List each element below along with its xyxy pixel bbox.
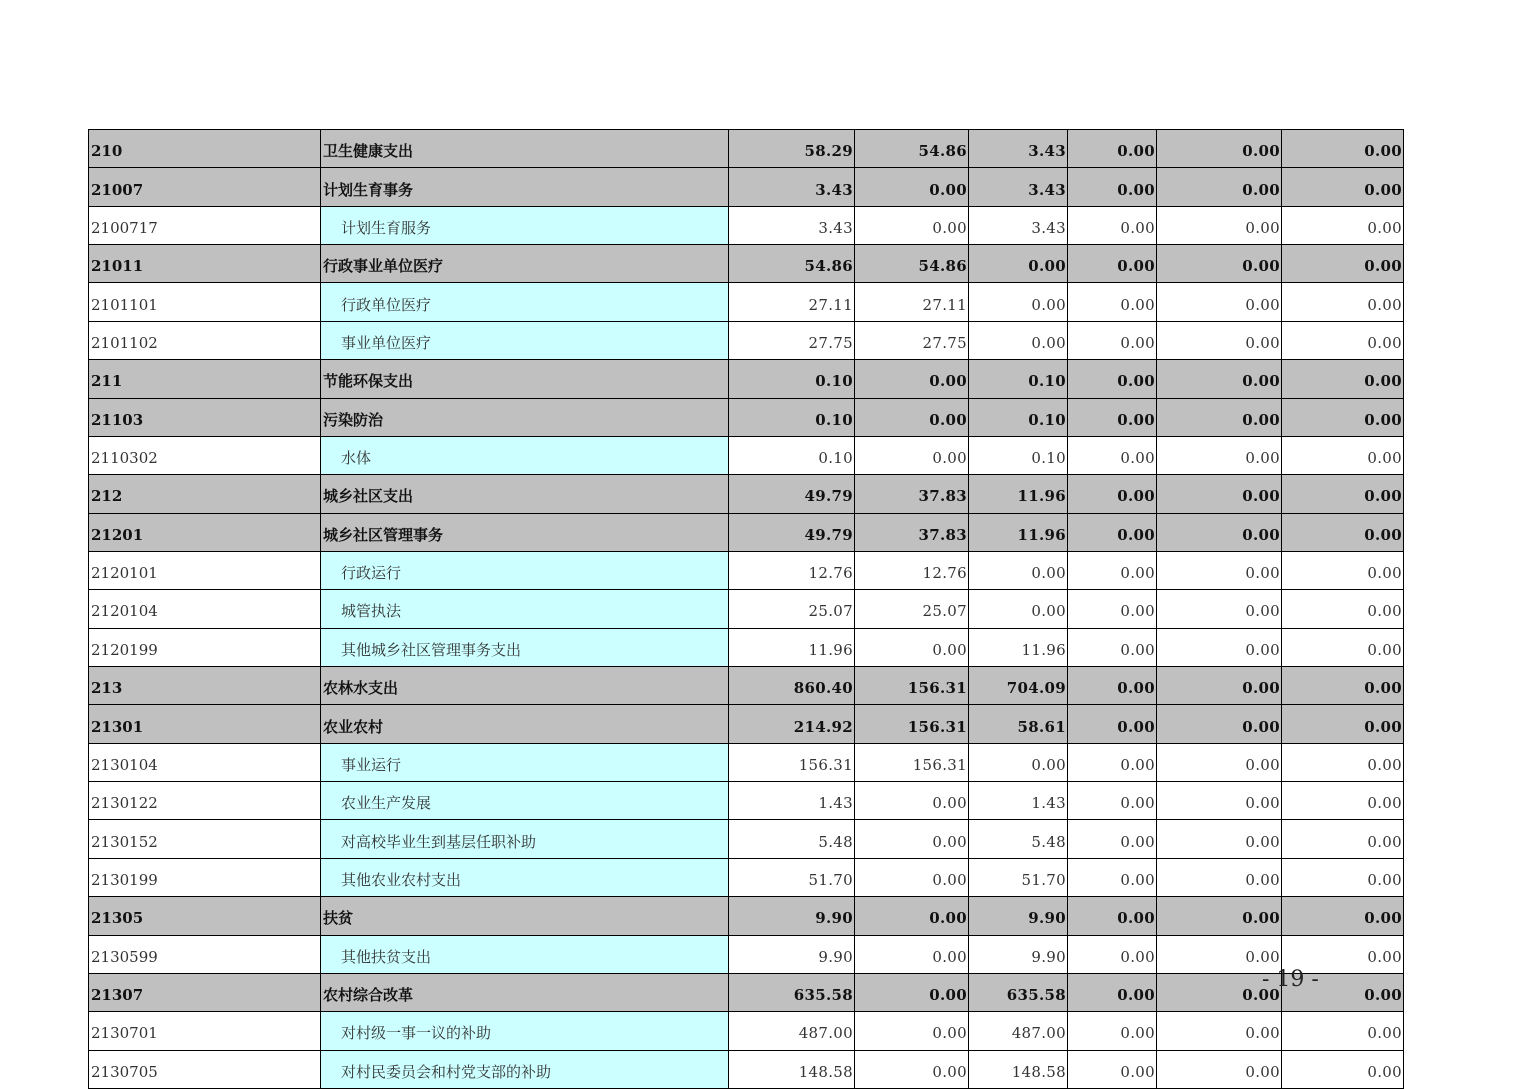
function-code-cell: 2100717 (89, 206, 321, 244)
table-row (89, 1050, 1404, 1088)
basic-expenditure-cell: 54.86 (855, 245, 969, 283)
project-expenditure-cell: 58.61 (969, 705, 1068, 743)
project-expenditure-cell: 704.09 (969, 667, 1068, 705)
basic-expenditure-cell: 37.83 (855, 475, 969, 513)
amount-column-5-cell: 0.00 (1157, 935, 1282, 973)
basic-expenditure-cell: 156.31 (855, 743, 969, 781)
table-row-subtotal (89, 130, 1404, 168)
project-expenditure-cell: 9.90 (969, 935, 1068, 973)
function-name-cell: 节能环保支出 (321, 360, 729, 398)
amount-column-5-cell: 0.00 (1157, 1012, 1282, 1050)
table-row (89, 283, 1404, 321)
amount-column-4-cell: 0.00 (1068, 206, 1157, 244)
total-amount-cell: 25.07 (729, 590, 855, 628)
table-row-subtotal (89, 705, 1404, 743)
project-expenditure-cell: 9.90 (969, 897, 1068, 935)
amount-column-6-cell: 0.00 (1282, 935, 1404, 973)
amount-column-5-cell: 0.00 (1157, 1050, 1282, 1088)
amount-column-4-cell: 0.00 (1068, 973, 1157, 1011)
total-amount-cell: 58.29 (729, 130, 855, 168)
table-row (89, 820, 1404, 858)
amount-column-6-cell: 0.00 (1282, 321, 1404, 359)
basic-expenditure-cell: 27.11 (855, 283, 969, 321)
amount-column-4-cell: 0.00 (1068, 667, 1157, 705)
amount-column-5-cell: 0.00 (1157, 245, 1282, 283)
amount-column-6-cell: 0.00 (1282, 820, 1404, 858)
function-name-cell: 城乡社区管理事务 (321, 513, 729, 551)
amount-column-4-cell: 0.00 (1068, 398, 1157, 436)
amount-column-4-cell: 0.00 (1068, 590, 1157, 628)
amount-column-4-cell: 0.00 (1068, 935, 1157, 973)
project-expenditure-cell: 0.00 (969, 551, 1068, 589)
function-code-cell: 2130701 (89, 1012, 321, 1050)
function-code-cell: 2101101 (89, 283, 321, 321)
total-amount-cell: 51.70 (729, 858, 855, 896)
table-row-subtotal (89, 513, 1404, 551)
total-amount-cell: 3.43 (729, 206, 855, 244)
project-expenditure-cell: 11.96 (969, 513, 1068, 551)
amount-column-5-cell: 0.00 (1157, 858, 1282, 896)
total-amount-cell: 9.90 (729, 897, 855, 935)
function-code-cell: 21307 (89, 973, 321, 1011)
amount-column-6-cell: 0.00 (1282, 743, 1404, 781)
function-code-cell: 2120101 (89, 551, 321, 589)
project-expenditure-cell: 3.43 (969, 130, 1068, 168)
amount-column-4-cell: 0.00 (1068, 245, 1157, 283)
amount-column-6-cell: 0.00 (1282, 628, 1404, 666)
project-expenditure-cell: 3.43 (969, 168, 1068, 206)
basic-expenditure-cell: 0.00 (855, 858, 969, 896)
amount-column-6-cell: 0.00 (1282, 283, 1404, 321)
total-amount-cell: 3.43 (729, 168, 855, 206)
amount-column-4-cell: 0.00 (1068, 436, 1157, 474)
total-amount-cell: 27.75 (729, 321, 855, 359)
total-amount-cell: 148.58 (729, 1050, 855, 1088)
function-code-cell: 2120104 (89, 590, 321, 628)
total-amount-cell: 54.86 (729, 245, 855, 283)
table-row (89, 1012, 1404, 1050)
function-name-cell: 对村民委员会和村党支部的补助 (321, 1050, 729, 1088)
amount-column-4-cell: 0.00 (1068, 1012, 1157, 1050)
function-name-cell: 事业运行 (321, 743, 729, 781)
project-expenditure-cell: 148.58 (969, 1050, 1068, 1088)
basic-expenditure-cell: 27.75 (855, 321, 969, 359)
function-code-cell: 213 (89, 667, 321, 705)
amount-column-6-cell: 0.00 (1282, 206, 1404, 244)
amount-column-5-cell: 0.00 (1157, 436, 1282, 474)
table-row (89, 436, 1404, 474)
amount-column-5-cell: 0.00 (1157, 897, 1282, 935)
function-name-cell: 计划生育服务 (321, 206, 729, 244)
project-expenditure-cell: 0.00 (969, 743, 1068, 781)
function-name-cell: 农业农村 (321, 705, 729, 743)
function-code-cell: 21201 (89, 513, 321, 551)
project-expenditure-cell: 5.48 (969, 820, 1068, 858)
function-name-cell: 城管执法 (321, 590, 729, 628)
basic-expenditure-cell: 12.76 (855, 551, 969, 589)
basic-expenditure-cell: 0.00 (855, 782, 969, 820)
project-expenditure-cell: 11.96 (969, 628, 1068, 666)
amount-column-5-cell: 0.00 (1157, 590, 1282, 628)
table-row (89, 782, 1404, 820)
basic-expenditure-cell: 0.00 (855, 398, 969, 436)
basic-expenditure-cell: 0.00 (855, 360, 969, 398)
total-amount-cell: 214.92 (729, 705, 855, 743)
amount-column-6-cell: 0.00 (1282, 590, 1404, 628)
project-expenditure-cell: 635.58 (969, 973, 1068, 1011)
function-code-cell: 2110302 (89, 436, 321, 474)
table-row (89, 743, 1404, 781)
function-name-cell: 其他农业农村支出 (321, 858, 729, 896)
amount-column-4-cell: 0.00 (1068, 130, 1157, 168)
amount-column-5-cell: 0.00 (1157, 973, 1282, 1011)
function-name-cell: 行政运行 (321, 551, 729, 589)
function-code-cell: 2130199 (89, 858, 321, 896)
amount-column-5-cell: 0.00 (1157, 360, 1282, 398)
amount-column-6-cell: 0.00 (1282, 782, 1404, 820)
function-name-cell: 对高校毕业生到基层任职补助 (321, 820, 729, 858)
basic-expenditure-cell: 37.83 (855, 513, 969, 551)
project-expenditure-cell: 0.00 (969, 283, 1068, 321)
project-expenditure-cell: 0.00 (969, 321, 1068, 359)
amount-column-4-cell: 0.00 (1068, 858, 1157, 896)
amount-column-6-cell: 0.00 (1282, 1050, 1404, 1088)
amount-column-4-cell: 0.00 (1068, 705, 1157, 743)
project-expenditure-cell: 3.43 (969, 206, 1068, 244)
table-row (89, 858, 1404, 896)
basic-expenditure-cell: 0.00 (855, 628, 969, 666)
basic-expenditure-cell: 0.00 (855, 973, 969, 1011)
function-code-cell: 2120199 (89, 628, 321, 666)
basic-expenditure-cell: 156.31 (855, 667, 969, 705)
function-code-cell: 21007 (89, 168, 321, 206)
total-amount-cell: 1.43 (729, 782, 855, 820)
table-row-subtotal (89, 667, 1404, 705)
amount-column-6-cell: 0.00 (1282, 897, 1404, 935)
amount-column-5-cell: 0.00 (1157, 398, 1282, 436)
function-code-cell: 2130152 (89, 820, 321, 858)
project-expenditure-cell: 11.96 (969, 475, 1068, 513)
table-row (89, 321, 1404, 359)
table-row (89, 206, 1404, 244)
amount-column-4-cell: 0.00 (1068, 513, 1157, 551)
page-number: - 19 - (1262, 967, 1319, 992)
amount-column-4-cell: 0.00 (1068, 1050, 1157, 1088)
amount-column-4-cell: 0.00 (1068, 820, 1157, 858)
amount-column-4-cell: 0.00 (1068, 475, 1157, 513)
basic-expenditure-cell: 0.00 (855, 897, 969, 935)
amount-column-6-cell: 0.00 (1282, 858, 1404, 896)
basic-expenditure-cell: 0.00 (855, 206, 969, 244)
total-amount-cell: 487.00 (729, 1012, 855, 1050)
project-expenditure-cell: 0.00 (969, 245, 1068, 283)
amount-column-5-cell: 0.00 (1157, 475, 1282, 513)
table-row-subtotal (89, 245, 1404, 283)
total-amount-cell: 5.48 (729, 820, 855, 858)
basic-expenditure-cell: 0.00 (855, 820, 969, 858)
total-amount-cell: 11.96 (729, 628, 855, 666)
amount-column-6-cell: 0.00 (1282, 475, 1404, 513)
amount-column-5-cell: 0.00 (1157, 628, 1282, 666)
table-row-subtotal (89, 168, 1404, 206)
function-code-cell: 212 (89, 475, 321, 513)
table-row-subtotal (89, 973, 1404, 1011)
project-expenditure-cell: 0.10 (969, 398, 1068, 436)
basic-expenditure-cell: 0.00 (855, 1050, 969, 1088)
amount-column-6-cell: 0.00 (1282, 513, 1404, 551)
function-code-cell: 21305 (89, 897, 321, 935)
table-row-subtotal (89, 475, 1404, 513)
amount-column-5-cell: 0.00 (1157, 130, 1282, 168)
total-amount-cell: 49.79 (729, 475, 855, 513)
amount-column-5-cell: 0.00 (1157, 782, 1282, 820)
function-code-cell: 21301 (89, 705, 321, 743)
amount-column-4-cell: 0.00 (1068, 628, 1157, 666)
total-amount-cell: 12.76 (729, 551, 855, 589)
project-expenditure-cell: 0.10 (969, 436, 1068, 474)
amount-column-5-cell: 0.00 (1157, 513, 1282, 551)
basic-expenditure-cell: 0.00 (855, 168, 969, 206)
budget-expenditure-table (88, 129, 1404, 1089)
amount-column-6-cell: 0.00 (1282, 436, 1404, 474)
amount-column-4-cell: 0.00 (1068, 551, 1157, 589)
amount-column-6-cell: 0.00 (1282, 130, 1404, 168)
project-expenditure-cell: 0.10 (969, 360, 1068, 398)
function-name-cell: 其他扶贫支出 (321, 935, 729, 973)
total-amount-cell: 156.31 (729, 743, 855, 781)
table-row (89, 551, 1404, 589)
amount-column-6-cell: 0.00 (1282, 168, 1404, 206)
amount-column-4-cell: 0.00 (1068, 743, 1157, 781)
amount-column-6-cell: 0.00 (1282, 398, 1404, 436)
amount-column-5-cell: 0.00 (1157, 743, 1282, 781)
basic-expenditure-cell: 54.86 (855, 130, 969, 168)
function-name-cell: 农业生产发展 (321, 782, 729, 820)
amount-column-5-cell: 0.00 (1157, 321, 1282, 359)
table-row-subtotal (89, 360, 1404, 398)
table-row (89, 628, 1404, 666)
total-amount-cell: 27.11 (729, 283, 855, 321)
table-row-subtotal (89, 897, 1404, 935)
amount-column-4-cell: 0.00 (1068, 321, 1157, 359)
function-code-cell: 211 (89, 360, 321, 398)
function-code-cell: 2101102 (89, 321, 321, 359)
amount-column-5-cell: 0.00 (1157, 551, 1282, 589)
function-name-cell: 城乡社区支出 (321, 475, 729, 513)
total-amount-cell: 0.10 (729, 398, 855, 436)
project-expenditure-cell: 0.00 (969, 590, 1068, 628)
basic-expenditure-cell: 25.07 (855, 590, 969, 628)
amount-column-4-cell: 0.00 (1068, 360, 1157, 398)
table-row (89, 935, 1404, 973)
function-name-cell: 卫生健康支出 (321, 130, 729, 168)
project-expenditure-cell: 487.00 (969, 1012, 1068, 1050)
function-name-cell: 农林水支出 (321, 667, 729, 705)
function-code-cell: 21011 (89, 245, 321, 283)
amount-column-6-cell: 0.00 (1282, 360, 1404, 398)
total-amount-cell: 860.40 (729, 667, 855, 705)
amount-column-6-cell: 0.00 (1282, 551, 1404, 589)
basic-expenditure-cell: 0.00 (855, 935, 969, 973)
function-name-cell: 计划生育事务 (321, 168, 729, 206)
function-name-cell: 污染防治 (321, 398, 729, 436)
amount-column-5-cell: 0.00 (1157, 168, 1282, 206)
amount-column-5-cell: 0.00 (1157, 705, 1282, 743)
function-name-cell: 扶贫 (321, 897, 729, 935)
total-amount-cell: 9.90 (729, 935, 855, 973)
function-name-cell: 其他城乡社区管理事务支出 (321, 628, 729, 666)
table-row-subtotal (89, 398, 1404, 436)
amount-column-6-cell: 0.00 (1282, 705, 1404, 743)
function-code-cell: 2130599 (89, 935, 321, 973)
basic-expenditure-cell: 156.31 (855, 705, 969, 743)
amount-column-5-cell: 0.00 (1157, 206, 1282, 244)
amount-column-6-cell: 0.00 (1282, 245, 1404, 283)
table-body (89, 130, 1404, 1089)
amount-column-4-cell: 0.00 (1068, 897, 1157, 935)
amount-column-5-cell: 0.00 (1157, 283, 1282, 321)
function-code-cell: 2130705 (89, 1050, 321, 1088)
function-code-cell: 2130122 (89, 782, 321, 820)
amount-column-4-cell: 0.00 (1068, 283, 1157, 321)
amount-column-4-cell: 0.00 (1068, 782, 1157, 820)
amount-column-5-cell: 0.00 (1157, 667, 1282, 705)
total-amount-cell: 0.10 (729, 436, 855, 474)
basic-expenditure-cell: 0.00 (855, 1012, 969, 1050)
function-name-cell: 对村级一事一议的补助 (321, 1012, 729, 1050)
amount-column-6-cell: 0.00 (1282, 667, 1404, 705)
basic-expenditure-cell: 0.00 (855, 436, 969, 474)
amount-column-4-cell: 0.00 (1068, 168, 1157, 206)
function-code-cell: 2130104 (89, 743, 321, 781)
function-name-cell: 行政事业单位医疗 (321, 245, 729, 283)
total-amount-cell: 635.58 (729, 973, 855, 1011)
function-code-cell: 21103 (89, 398, 321, 436)
table-row (89, 590, 1404, 628)
project-expenditure-cell: 1.43 (969, 782, 1068, 820)
function-name-cell: 农村综合改革 (321, 973, 729, 1011)
amount-column-6-cell: 0.00 (1282, 973, 1404, 1011)
function-name-cell: 事业单位医疗 (321, 321, 729, 359)
function-code-cell: 210 (89, 130, 321, 168)
project-expenditure-cell: 51.70 (969, 858, 1068, 896)
total-amount-cell: 0.10 (729, 360, 855, 398)
function-name-cell: 行政单位医疗 (321, 283, 729, 321)
total-amount-cell: 49.79 (729, 513, 855, 551)
amount-column-5-cell: 0.00 (1157, 820, 1282, 858)
amount-column-6-cell: 0.00 (1282, 1012, 1404, 1050)
function-name-cell: 水体 (321, 436, 729, 474)
